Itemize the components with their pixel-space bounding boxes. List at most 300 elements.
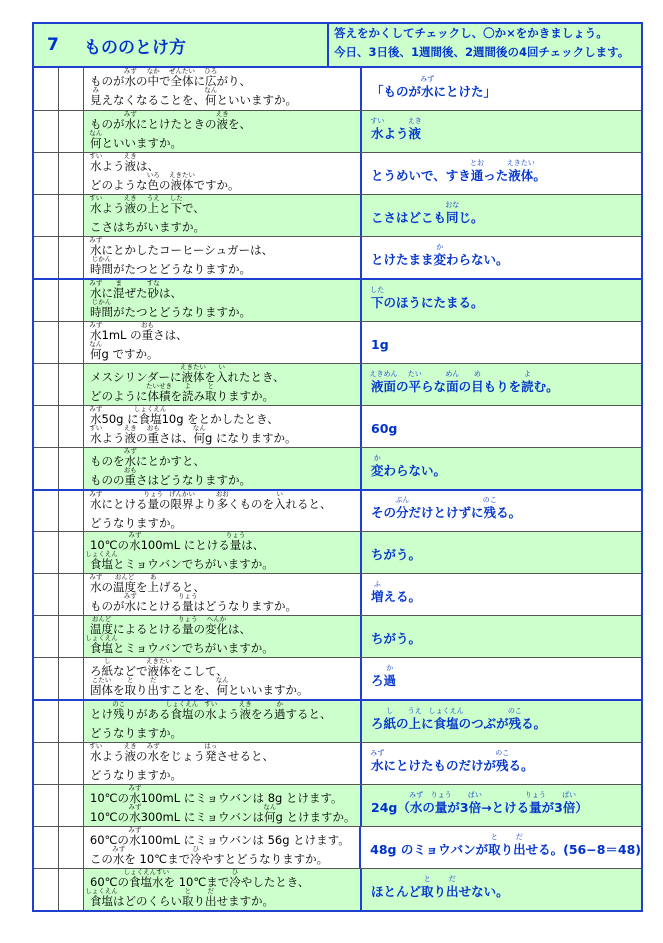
- kanji-base: 時間: [90, 305, 113, 320]
- kanji-base: 見: [90, 93, 102, 107]
- page-title: もののとけ方: [84, 37, 186, 58]
- check-cell: [59, 491, 84, 531]
- kanji-base: 水: [124, 74, 136, 88]
- answer-cell: [360, 785, 641, 826]
- kanji-with-furigana: [482, 496, 497, 521]
- kanji-with-furigana: [371, 580, 384, 605]
- kanji-with-furigana: [113, 279, 125, 301]
- question-line: [90, 465, 360, 487]
- text-segment: といいますか。: [228, 683, 309, 698]
- text-segment: ろ: [371, 673, 384, 689]
- answer-text: [371, 790, 588, 815]
- check-cell: [34, 574, 59, 615]
- answer-text: [371, 580, 422, 605]
- kanji-base: 水: [129, 809, 141, 824]
- kanji-base: 液面: [371, 378, 397, 394]
- answer-text: [371, 664, 397, 689]
- instruction-line: 今日、3日後、1週間後、2週間後の4回チェックします。: [334, 45, 630, 59]
- question-line: [90, 381, 360, 403]
- furigana: しょくえん: [428, 706, 464, 715]
- furigana: ばい: [562, 790, 577, 799]
- furigana: だ: [207, 886, 214, 895]
- furigana: えき: [215, 110, 229, 119]
- text-segment: だけとけずに: [408, 505, 484, 521]
- furigana: おも: [146, 423, 160, 432]
- question-line: [85, 634, 360, 656]
- kanji-base: 量: [434, 799, 448, 815]
- kanji-base: 色: [147, 178, 159, 193]
- question-line: [85, 886, 360, 908]
- furigana: のこ: [482, 496, 497, 505]
- question-cell: [84, 785, 360, 826]
- kanji-base: 液: [124, 201, 136, 216]
- question-line: [90, 154, 360, 173]
- text-segment: にとける: [101, 496, 148, 511]
- furigana: した: [169, 194, 183, 203]
- answer-cell: [360, 280, 641, 320]
- furigana: すい: [89, 152, 103, 161]
- furigana: うえ: [407, 706, 422, 715]
- kanji-base: 温度: [113, 580, 136, 595]
- kanji-with-furigana: [274, 700, 286, 722]
- furigana: おお: [215, 489, 229, 498]
- kanji-base: 倍: [562, 799, 576, 815]
- kanji-with-furigana: [90, 255, 113, 277]
- question-line: [90, 533, 360, 552]
- kanji-base: 出: [147, 683, 159, 698]
- kanji-with-furigana: [112, 844, 126, 866]
- text-segment: すると、: [285, 707, 332, 722]
- text-segment: の: [458, 378, 472, 394]
- answer-cell: [360, 153, 641, 194]
- furigana: えき: [123, 152, 137, 161]
- furigana: りょう: [178, 615, 198, 624]
- text-segment: 10℃の: [90, 538, 130, 553]
- kanji-base: 水: [124, 599, 136, 614]
- kanji-base: 取: [124, 683, 136, 698]
- text-segment: g になりますか。: [205, 430, 297, 445]
- kanji-base: 液体: [147, 664, 171, 679]
- text-segment: 1mL の: [101, 327, 142, 342]
- question-row: [34, 489, 641, 531]
- furigana: おんど: [91, 615, 112, 624]
- text-segment: りがある: [124, 707, 171, 722]
- furigana: えき: [123, 423, 137, 432]
- furigana: みず: [89, 489, 103, 498]
- furigana: えきたい: [506, 159, 535, 168]
- kanji-with-furigana: [488, 832, 501, 857]
- text-segment: は、: [241, 538, 265, 553]
- kanji-base: 変: [433, 252, 447, 268]
- kanji-with-furigana: [204, 700, 218, 722]
- text-segment: メスシリンダーに: [90, 369, 182, 384]
- answer-cell: [360, 448, 641, 489]
- kanji-with-furigana: [263, 802, 277, 824]
- kanji-with-furigana: [225, 531, 246, 553]
- text-segment: にとけた」: [433, 83, 497, 99]
- kanji-base: 水: [90, 201, 102, 216]
- kanji-with-furigana: [506, 159, 535, 184]
- answer-text: [371, 453, 447, 478]
- kanji-with-furigana: [123, 741, 137, 763]
- text-segment: ものが: [90, 599, 125, 614]
- question-cell: [84, 658, 360, 699]
- furigana: みず: [123, 446, 137, 455]
- text-segment: どうなりますか。: [90, 767, 182, 782]
- question-cell: [84, 574, 360, 615]
- kanji-with-furigana: [89, 489, 103, 511]
- kanji-with-furigana: [89, 194, 103, 216]
- check-cell: [34, 364, 59, 405]
- text-segment: さは、: [159, 430, 194, 445]
- furigana: だ: [515, 832, 523, 841]
- furigana: みず: [89, 236, 103, 245]
- kanji-with-furigana: [205, 886, 217, 908]
- instructions-cell: [327, 24, 641, 66]
- text-segment: 24g（: [371, 799, 410, 815]
- kanji-base: 水: [409, 799, 423, 815]
- question-cell: [84, 491, 360, 531]
- furigana: うえ: [146, 194, 160, 203]
- text-segment: この: [89, 851, 113, 866]
- kanji-with-furigana: [370, 286, 385, 311]
- text-segment: よう: [101, 159, 125, 174]
- furigana: しょくえん: [133, 404, 167, 413]
- furigana: みず: [128, 825, 142, 834]
- kanji-base: 残: [113, 707, 125, 722]
- kanji-base: 水: [147, 748, 159, 763]
- furigana: すい: [204, 700, 218, 709]
- furigana: か: [373, 453, 381, 462]
- question-cell: [84, 448, 360, 489]
- question-cell: [84, 827, 359, 868]
- kanji-base: 取: [488, 841, 501, 857]
- text-segment: よう: [383, 126, 409, 142]
- kanji-base: 読: [521, 378, 534, 394]
- text-segment: がたつとどうなりますか。: [113, 262, 251, 277]
- furigana: えき: [123, 741, 137, 750]
- furigana: よ: [523, 369, 531, 378]
- answer-text: [371, 421, 397, 436]
- furigana: げんかい: [169, 489, 195, 498]
- answer-text: [371, 706, 547, 731]
- kanji-base: 水: [90, 243, 102, 258]
- kanji-base: 面: [446, 378, 459, 394]
- text-segment: 60℃の: [90, 874, 130, 889]
- kanji-base: 重: [124, 472, 136, 487]
- kanji-with-furigana: [507, 706, 522, 731]
- check-cell: [34, 195, 59, 236]
- furigana: ぶん: [395, 496, 410, 505]
- answer-cell: [360, 658, 641, 699]
- kanji-with-furigana: [470, 159, 485, 184]
- kanji-with-furigana: [85, 886, 118, 908]
- kanji-with-furigana: [370, 117, 385, 142]
- text-segment: ちがう。: [371, 631, 422, 647]
- question-row: [34, 152, 641, 194]
- text-segment: る。: [508, 757, 534, 773]
- question-cell: [84, 322, 360, 363]
- kanji-with-furigana: [90, 676, 113, 698]
- kanji-with-furigana: [178, 592, 198, 614]
- kanji-with-furigana: [85, 550, 118, 572]
- kanji-with-furigana: [146, 194, 160, 216]
- kanji-base: 量: [147, 496, 159, 511]
- question-line: [90, 867, 360, 889]
- text-segment: わらない。: [446, 252, 509, 268]
- worksheet-header: [34, 24, 641, 68]
- text-segment: 10g をとかしたとき、: [161, 411, 279, 426]
- kanji-base: 同: [446, 210, 459, 226]
- check-cell: [59, 237, 84, 278]
- furigana: みず: [89, 573, 103, 582]
- question-cell: [84, 869, 360, 910]
- check-cell: [59, 743, 84, 784]
- furigana: おも: [123, 465, 137, 474]
- question-line: [90, 238, 360, 257]
- question-cell: [84, 532, 360, 573]
- kanji-with-furigana: [123, 423, 137, 445]
- kanji-base: 何: [90, 136, 102, 151]
- kanji-with-furigana: [146, 381, 172, 403]
- furigana: しょくえん: [85, 634, 118, 643]
- answer-text: [370, 117, 422, 142]
- text-segment: 100mL にミョウバンは 56g とけます。: [140, 832, 350, 847]
- title-cell: [34, 24, 327, 66]
- answer-cell: [360, 111, 641, 152]
- check-cell: [59, 364, 84, 405]
- furigana: し: [104, 657, 111, 666]
- kanji-with-furigana: [205, 381, 217, 403]
- furigana: へんか: [206, 615, 227, 624]
- text-segment: れると、: [285, 496, 332, 511]
- check-cell: [59, 869, 84, 910]
- answer-cell: [360, 195, 641, 236]
- kanji-base: 液: [124, 430, 136, 445]
- question-line: [90, 594, 360, 613]
- kanji-base: 液: [408, 126, 422, 142]
- kanji-base: 液体: [508, 168, 534, 184]
- kanji-with-furigana: [182, 886, 194, 908]
- check-cell: [34, 491, 59, 531]
- check-cell: [59, 322, 84, 363]
- text-segment: よう: [101, 430, 125, 445]
- text-segment: を: [113, 683, 125, 698]
- furigana: ばい: [467, 790, 482, 799]
- furigana: りょう: [143, 489, 163, 498]
- kanji-base: 水: [124, 117, 136, 132]
- kanji-base: 水: [129, 538, 141, 553]
- text-segment: より: [193, 496, 217, 511]
- kanji-with-furigana: [407, 369, 422, 394]
- question-cell: [84, 237, 360, 278]
- answer-text: [369, 369, 559, 394]
- text-segment: やすとどうなりますか。: [201, 851, 329, 866]
- check-cell: [34, 532, 59, 573]
- question-row: [34, 784, 641, 826]
- furigana: いろ: [146, 171, 160, 180]
- kanji-with-furigana: [128, 825, 142, 847]
- text-segment: はどうなりますか。: [193, 599, 297, 614]
- check-cell: [34, 869, 59, 910]
- kanji-base: 水: [421, 83, 434, 99]
- kanji-base: 何: [90, 346, 102, 361]
- text-segment: の: [396, 378, 409, 394]
- text-segment: のつぶが: [458, 715, 509, 731]
- question-line: [90, 173, 360, 192]
- furigana: みず: [128, 531, 142, 540]
- furigana: ひ: [231, 867, 239, 876]
- text-segment: こさはちがいますか。: [90, 220, 205, 235]
- kanji-with-furigana: [178, 615, 198, 637]
- furigana: じかん: [91, 298, 112, 307]
- text-segment: ちがう。: [371, 547, 422, 563]
- text-segment: せますか。: [216, 893, 274, 908]
- kanji-with-furigana: [445, 369, 460, 394]
- text-segment: ぜた: [124, 286, 148, 301]
- kanji-with-furigana: [395, 496, 410, 521]
- text-segment: 60g: [371, 420, 398, 436]
- answer-text: [371, 74, 497, 99]
- kanji-base: 量: [229, 538, 242, 553]
- kanji-base: 冷: [190, 851, 202, 866]
- text-segment: すことを、: [159, 683, 217, 698]
- furigana: なん: [192, 423, 206, 432]
- kanji-with-furigana: [204, 86, 218, 107]
- question-line: [89, 423, 360, 445]
- kanji-base: 何: [216, 683, 228, 698]
- kanji-with-furigana: [371, 453, 384, 478]
- furigana: すい: [89, 423, 103, 432]
- furigana: えきたい: [146, 657, 172, 666]
- furigana: なん: [89, 339, 103, 348]
- question-line: [89, 339, 360, 361]
- check-cell: [59, 111, 84, 152]
- text-segment: その: [371, 505, 397, 521]
- furigana: みず: [128, 783, 142, 792]
- kanji-base: 分: [396, 505, 409, 521]
- text-segment: ものが: [90, 74, 125, 88]
- question-line: [90, 721, 360, 740]
- answer-cell: [360, 364, 641, 405]
- text-segment: がたつとどうなりますか。: [113, 305, 251, 320]
- kanji-with-furigana: [123, 194, 137, 216]
- text-segment: で: [159, 74, 171, 88]
- furigana: ひ: [192, 844, 200, 853]
- text-segment: 50g に: [101, 411, 139, 426]
- text-segment: を 10℃まで: [124, 851, 191, 866]
- text-segment: 48g のミョウバンが: [370, 841, 489, 857]
- kanji-with-furigana: [128, 531, 142, 553]
- furigana: しょくえん: [165, 700, 199, 709]
- text-segment: は、: [136, 159, 159, 174]
- text-segment: を: [136, 580, 148, 595]
- kanji-base: 上: [147, 201, 159, 216]
- kanji-base: 水: [90, 496, 102, 511]
- text-segment: を: [170, 388, 182, 403]
- check-cell: [59, 195, 84, 236]
- kanji-base: 目: [471, 378, 484, 394]
- furigana: じかん: [91, 255, 112, 264]
- kanji-with-furigana: [370, 748, 385, 773]
- kanji-base: 量: [182, 599, 194, 614]
- furigana: すい: [89, 194, 103, 203]
- check-cell: [34, 616, 59, 657]
- furigana: み: [92, 86, 99, 94]
- question-line: [90, 763, 360, 782]
- text-segment: ）: [575, 799, 588, 815]
- check-cell: [59, 68, 84, 110]
- kanji-base: 液: [124, 748, 136, 763]
- question-cell: [84, 616, 360, 657]
- kanji-base: 量: [529, 799, 542, 815]
- kanji-with-furigana: [190, 844, 202, 866]
- text-segment: げると、: [159, 580, 205, 595]
- text-segment: り: [193, 893, 205, 908]
- furigana: みず: [89, 279, 103, 288]
- question-line: [90, 215, 360, 234]
- furigana: りょう: [178, 592, 198, 601]
- kanji-base: 残: [508, 715, 522, 731]
- text-segment: せる。(56−8＝48): [525, 841, 642, 857]
- furigana: し: [386, 706, 394, 715]
- text-segment: こさはどこも: [371, 210, 447, 226]
- text-segment: ですか。: [193, 178, 240, 193]
- check-cell: [34, 406, 59, 447]
- text-segment: をじょう: [159, 748, 205, 763]
- question-row: [34, 110, 641, 152]
- kanji-with-furigana: [128, 802, 142, 824]
- furigana: たい: [407, 369, 422, 378]
- kanji-base: 重: [141, 327, 154, 342]
- text-segment: によるとける: [113, 622, 182, 637]
- furigana: えきたい: [169, 171, 195, 180]
- kanji-with-furigana: [89, 573, 103, 595]
- kanji-base: 食塩: [90, 557, 113, 572]
- kanji-with-furigana: [123, 867, 170, 889]
- question-row: [34, 615, 641, 657]
- kanji-base: 水: [90, 411, 102, 426]
- kanji-base: 体積: [147, 388, 171, 403]
- furigana: みず: [89, 404, 103, 413]
- text-segment: にとけたものだけが: [383, 757, 497, 773]
- kanji-with-furigana: [433, 243, 447, 268]
- kanji-base: 紙: [101, 664, 113, 679]
- kanji-with-furigana: [123, 592, 137, 614]
- furigana: なか: [146, 67, 160, 75]
- text-segment: の: [396, 715, 409, 731]
- text-segment: よう: [216, 707, 240, 722]
- kanji-with-furigana: [123, 67, 137, 88]
- kanji-base: 下: [170, 201, 182, 216]
- text-segment: は、: [228, 622, 251, 637]
- text-segment: の: [136, 201, 148, 216]
- furigana: みず: [409, 790, 424, 799]
- text-segment: える。: [383, 589, 422, 605]
- text-segment: ものが: [90, 117, 125, 132]
- kanji-with-furigana: [124, 676, 137, 698]
- answer-text: [371, 874, 509, 899]
- kanji-with-furigana: [369, 369, 398, 394]
- text-segment: った: [483, 168, 509, 184]
- text-segment: む。: [533, 378, 559, 394]
- kanji-base: 上: [408, 715, 422, 731]
- text-segment: などで: [113, 664, 148, 679]
- question-row: [34, 278, 641, 320]
- question-cell: [84, 195, 360, 236]
- kanji-with-furigana: [89, 741, 103, 763]
- question-line: [90, 300, 360, 319]
